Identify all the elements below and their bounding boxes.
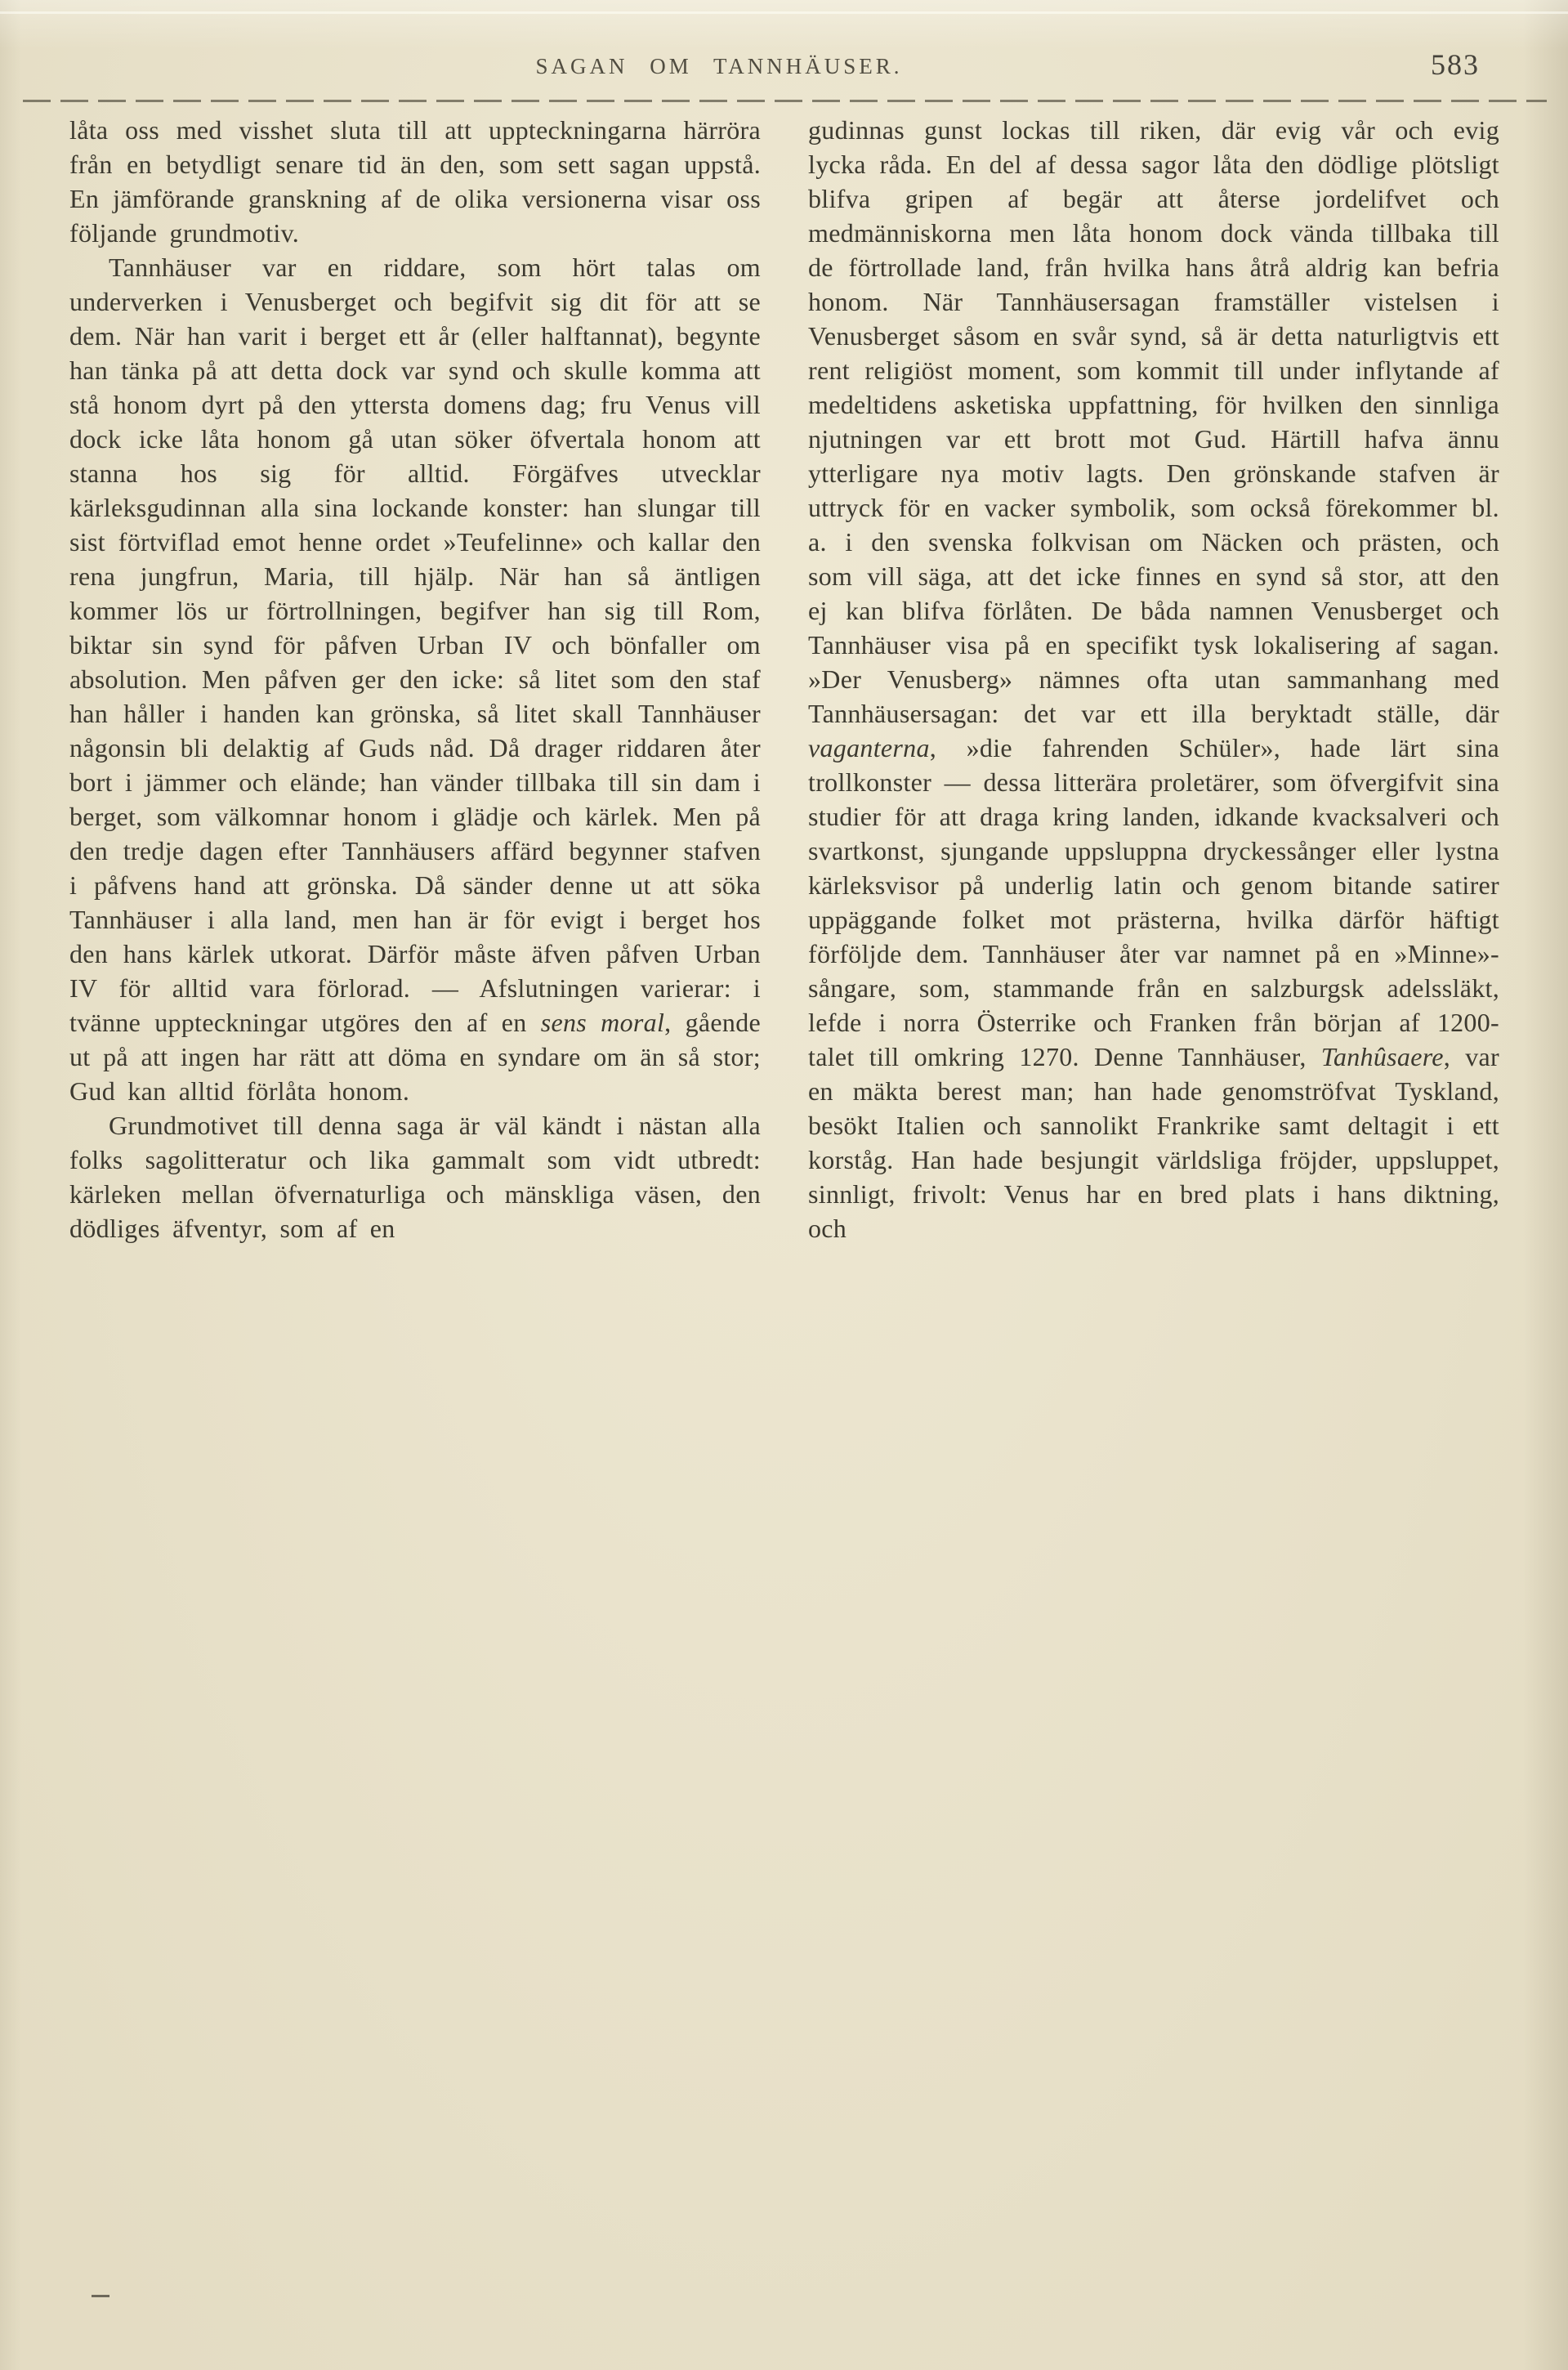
page-header	[0, 0, 1568, 96]
paragraph	[69, 250, 761, 1108]
italic-text-run: Tanhûsaere	[1320, 1042, 1444, 1071]
left-column	[69, 113, 761, 1245]
paragraph	[808, 113, 1499, 1245]
text-run: Grundmotivet till denna saga är väl kändt i nästan alla folks sagolitteratur och lika gammalt som vidt utbredt: kärleken mellan öfvernaturliga och mänskliga väsen, den dödliges äfventyr, som af en	[69, 1111, 761, 1243]
italic-text-run: vaganterna	[808, 733, 930, 762]
text-run: Tannhäuser var en riddare, som hört talas om underverken i Venusberget och begifvit sig dit för att se dem. När han varit i berget ett år (eller halftannat), begynte han tänka på att detta dock var synd och skulle komma att stå honom dyrt på den yttersta domens dag; fru Venus vill dock icke låta honom gå utan söker öfvertala honom att stanna hos sig för alltid. Förgäfves utvecklar kärleksgudinnan alla sina lockande konster: han slungar till sist förtviflad emot henne ordet »Teufelinne» och kallar den rena jungfrun, Maria, till hjälp. När han så äntligen kommer lös ur förtrollningen, begifver han sig till Rom, biktar sin synd för påfven Urban IV och bönfaller om absolution. Men påfven ger den icke: så litet som den staf han håller i handen kan grönska, så litet skall Tannhäuser någonsin bli delaktig af Guds nåd. Då drager riddaren åter bort i jämmer och elände; han vänder tillbaka till sin dam i berget, som välkomnar honom i glädje och kärlek. Men på den tredje dagen efter Tannhäusers affärd begynner stafven i påfvens hand att grönska. Då sänder denne ut att söka Tannhäuser i alla land, men han är för evigt i berget hos den hans kärlek utkorat. Därför måste äfven påfven Urban IV för alltid vara förlorad. — Afslutningen varierar: i tvänne uppteckningar utgöres den af en	[69, 253, 761, 1037]
text-run: , »die fahrenden Schüler», hade lärt sina trollkonster — dessa litterära proletärer, som öfvergifvit sina studier för att draga kring landen, idkande kvacksalveri och svartkonst, sjungande uppsluppna dryckessånger eller lystna kärleksvisor på underlig latin och genom bitande satirer uppäggande folket mot prästerna, hvilka därför häftigt förföljde dem. Tannhäuser åter var namnet på en »Minne»-sångare, som, stammande från en salzburgsk adelssläkt, lefde i norra Österrike och Franken från början af 1200-talet till omkring 1270. Denne Tannhäuser,	[808, 733, 1499, 1071]
text-run: gudinnas gunst lockas till riken, där evig vår och evig lycka råda. En del af dessa sagor låta den dödlige plötsligt blifva gripen af begär att återse jordelifvet och medmänniskorna men låta honom dock vända tillbaka till de förtrollade land, från hvilka hans åtrå aldrig kan befria honom. När Tannhäusersagan framställer vistelsen i Venusberget såsom en svår synd, så är detta naturligtvis ett rent religiöst moment, som kommit till under inflytande af medeltidens asketiska uppfattning, för hvilken den sinnliga njutningen var ett brott mot Gud. Härtill hafva ännu ytterligare nya motiv lagts. Den grönskande stafven är uttryck för en vacker symbolik, som också förekommer bl. a. i den svenska folkvisan om Näcken och prästen, och som vill säga, att det icke finnes en synd så stor, att den ej kan blifva förlåten. De båda namnen Venusberget och Tannhäuser visa på en specifikt tysk lokalisering af sagan. »Der Venusberg» nämnes ofta utan sammanhang med Tannhäusersagan: det var ett illa beryktadt ställe, där	[808, 115, 1499, 728]
text-run: , gående ut på att ingen har rätt att döma en syndare om än så stor; Gud kan alltid förlåta honom.	[69, 1008, 762, 1106]
running-title: SAGAN OM TANNHÄUSER.	[535, 54, 903, 78]
stray-mark	[92, 2295, 109, 2297]
text-run: låta oss med visshet sluta till att uppteckningarna härröra från en betydligt senare tid än den, som sett sagan uppstå. En jämförande granskning af de olika versionerna visar oss följande grundmotiv.	[69, 115, 761, 248]
text-run: , var en mäkta berest man; han hade genomströfvat Tyskland, besökt Italien och sannolikt Frankrike samt deltagit i ett korståg. Han hade besjungit världsliga fröjder, uppsluppet, sinnligt, frivolt: Venus har en bred plats i hans diktning, och	[808, 1042, 1499, 1243]
italic-text-run: sens moral	[540, 1008, 665, 1037]
header-divider-rule	[23, 100, 1547, 102]
text-columns	[69, 113, 1499, 1245]
paragraph	[69, 113, 761, 250]
paragraph	[69, 1108, 761, 1245]
page-number: 583	[1431, 48, 1480, 81]
right-column	[808, 113, 1499, 1245]
